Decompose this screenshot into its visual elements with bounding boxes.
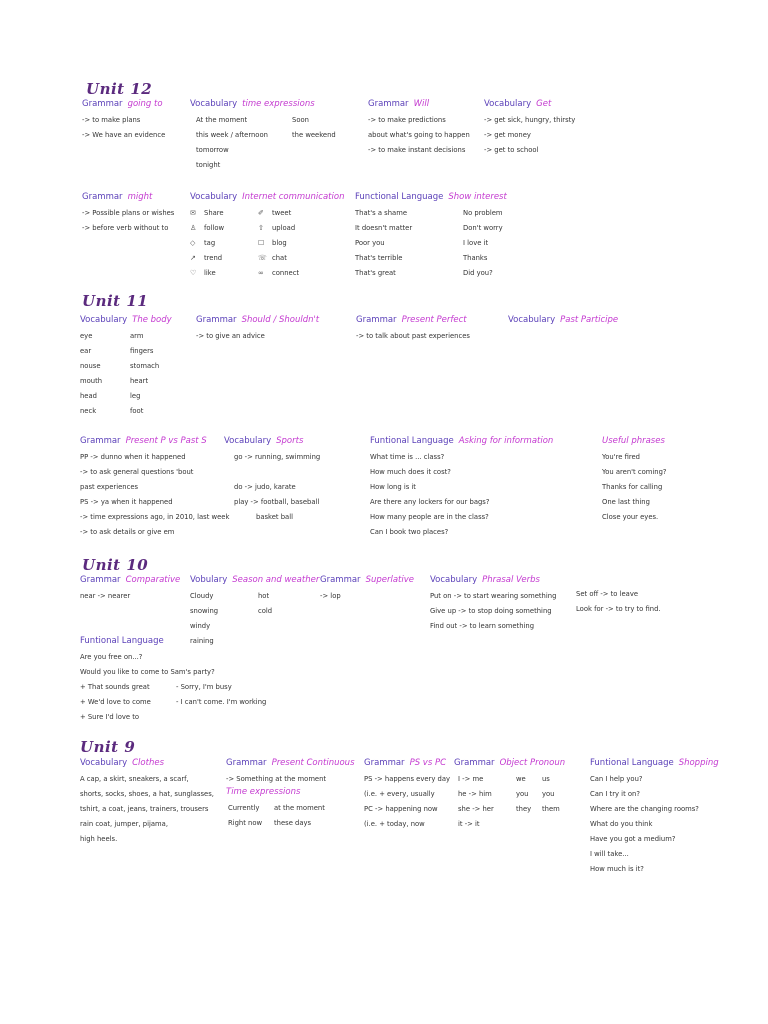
section-category: Grammar — [196, 315, 237, 325]
vocab-word: tag — [204, 239, 216, 247]
section-topic: Past Participe — [560, 315, 619, 325]
vocab-word: these days — [274, 819, 312, 827]
phrase: Don't worry — [463, 224, 503, 232]
pronoun: them — [542, 805, 560, 813]
section-topic: Should / Shouldn't — [241, 315, 320, 325]
pronoun: you — [516, 790, 529, 798]
phrase: What do you think — [590, 820, 653, 828]
note-line: -> to make instant decisions — [368, 146, 466, 154]
note-line: -> get money — [484, 131, 531, 139]
phrase: You aren't coming? — [602, 468, 667, 476]
section-topic: The body — [132, 315, 172, 325]
phrase: Would you like to come to Sam's party? — [80, 668, 215, 676]
vocab-word: raining — [190, 637, 214, 645]
phrase: You're fired — [602, 453, 640, 461]
note-line — [234, 465, 320, 480]
note-line: -> to ask details or give em — [80, 528, 175, 536]
phrase: Are you free on...? — [80, 653, 143, 661]
follow-icon: ♙ — [190, 224, 197, 232]
pronoun: she -> her — [458, 805, 494, 813]
u11-grammar-should — [196, 315, 319, 344]
vocab-word: like — [204, 269, 216, 277]
u9-grammar-ps-vs-pc — [364, 758, 450, 832]
vocab-word: tomorrow — [196, 146, 229, 154]
vocab-word: hot — [258, 592, 270, 600]
section-topic: Shopping — [678, 758, 719, 768]
note-line: play -> football, baseball — [234, 498, 320, 506]
vocab-word: cold — [258, 607, 273, 615]
section-topic: PS vs PC — [409, 758, 447, 768]
u11-vocab-body — [80, 315, 172, 419]
u10-functional-language — [80, 636, 266, 725]
note-line: -> to ask general questions 'bout — [80, 468, 194, 476]
section-category: Vocabulary — [80, 315, 128, 325]
section-category: Grammar — [364, 758, 405, 768]
section-category: Grammar — [454, 758, 495, 768]
question: How much does it cost? — [370, 468, 451, 476]
phrase: Can I try it on? — [590, 790, 640, 798]
pronoun: it -> it — [458, 820, 480, 828]
pronoun: he -> him — [458, 790, 492, 798]
phrase: Did you? — [463, 269, 493, 277]
section-category: Vocabulary — [190, 192, 238, 202]
u9-grammar-object-pronoun — [454, 758, 565, 832]
u12-grammar-will — [368, 99, 470, 158]
section-topic: Clothes — [132, 758, 164, 768]
note-line: -> to give an advice — [196, 332, 265, 340]
note-line: go -> running, swimming — [234, 453, 321, 461]
section-category: Grammar — [226, 758, 267, 768]
vocab-word: leg — [130, 392, 141, 400]
unit-11-title: Unit 11 — [82, 292, 149, 310]
phrase: It doesn't matter — [355, 224, 413, 232]
note-line: (i.e. + today, now — [364, 820, 425, 828]
vocab-word: windy — [190, 622, 211, 630]
phrase: That's a shame — [355, 209, 408, 217]
phrase: Where are the changing rooms? — [590, 805, 699, 813]
phrase: Close your eyes. — [602, 513, 659, 521]
note-line: shorts, socks, shoes, a hat, sunglasses, — [80, 790, 214, 798]
vocab-word: arm — [130, 332, 144, 340]
question: Are there any lockers for our bags? — [370, 498, 490, 506]
note-line: PP -> dunno when it happened — [80, 453, 186, 461]
phrase: That's terrible — [355, 254, 403, 262]
section-topic: Internet communication — [242, 192, 345, 202]
vocab-word: heart — [130, 377, 149, 385]
vocab-word: at the moment — [274, 804, 325, 812]
vocab-word: ear — [80, 347, 92, 355]
vocab-word: foot — [130, 407, 144, 415]
vocab-word: fingers — [130, 347, 154, 355]
u9-functional-language — [590, 758, 719, 877]
section-category: Grammar — [82, 192, 123, 202]
phrase: + Sure I'd love to — [80, 713, 140, 721]
vocab-word: Right now — [228, 819, 263, 827]
section-topic: Comparative — [125, 575, 181, 585]
vocab-word: mouth — [80, 377, 103, 385]
u12-grammar-going-to — [82, 99, 165, 143]
unit-10-title: Unit 10 — [82, 556, 149, 574]
vocab-word: eye — [80, 332, 93, 340]
vocab-word: neck — [80, 407, 97, 415]
section-topic: Will — [413, 99, 430, 109]
section-topic: Superlative — [365, 575, 414, 585]
note-line: rain coat, jumper, pijama, — [80, 820, 168, 828]
pronoun: us — [542, 775, 550, 783]
vocab-word: follow — [204, 224, 225, 232]
vocab-word: blog — [272, 239, 287, 247]
tweet-icon: ✐ — [258, 209, 264, 217]
u11-vocab-participle — [508, 315, 618, 329]
question: How long is it — [370, 483, 416, 491]
question: How many people are in the class? — [370, 513, 489, 521]
u12-vocab-time — [190, 99, 336, 173]
phrase: Have you got a medium? — [590, 835, 676, 843]
phrase: That's great — [355, 269, 396, 277]
note-line: Find out -> to learn something — [430, 622, 535, 630]
u10-vocab-phrasal-verbs — [430, 575, 556, 634]
section-category: Vocabulary — [484, 99, 532, 109]
u10-grammar-comparative — [80, 575, 180, 604]
section-topic: Season and weather — [232, 575, 320, 585]
note-line: (i.e. + every, usually — [364, 790, 435, 798]
section-category: Vocabulary — [190, 99, 238, 109]
question: Can I book two places? — [370, 528, 449, 536]
note-line: high heels. — [80, 835, 118, 843]
section-topic: Sports — [276, 436, 304, 446]
section-topic: might — [127, 192, 153, 202]
time-expressions-heading: Time expressions — [226, 787, 301, 797]
vocab-word: upload — [272, 224, 296, 232]
vocab-word: Soon — [292, 116, 309, 124]
note-line: -> We have an evidence — [82, 131, 166, 139]
vocab-word: tweet — [272, 209, 292, 217]
section-category: Functional Language — [355, 192, 444, 202]
section-topic: Present P vs Past S — [125, 436, 207, 446]
blog-icon: ☐ — [258, 239, 265, 247]
section-category: Vocabulary — [430, 575, 478, 585]
u12-grammar-might — [82, 192, 174, 236]
vocab-word: the weekend — [292, 131, 336, 139]
section-topic: Get — [536, 99, 552, 109]
vocab-word: Share — [204, 209, 224, 217]
phrase: One last thing — [602, 498, 650, 506]
u10-phrasal-verbs-extra — [576, 587, 661, 617]
section-category: Grammar — [80, 575, 121, 585]
trend-icon: ↗ — [190, 254, 196, 262]
vocab-word: head — [80, 392, 97, 400]
note-line: -> get sick, hungry, thirsty — [484, 116, 576, 124]
vocab-word: At the moment — [196, 116, 248, 124]
phrase: I will take... — [590, 850, 629, 858]
vocab-word: this week / afternoon — [196, 131, 268, 139]
phrase: Can I help you? — [590, 775, 643, 783]
tag-icon: ◇ — [190, 239, 196, 247]
section-topic: going to — [127, 99, 163, 109]
unit-9-title: Unit 9 — [80, 738, 136, 756]
note-line: A cap, a skirt, sneakers, a scarf, — [80, 775, 189, 783]
note-line: tshirt, a coat, jeans, trainers, trousers — [80, 805, 209, 813]
note-line: Give up -> to stop doing something — [430, 607, 552, 615]
u11-grammar-pp-vs-ps — [80, 436, 229, 540]
vocab-word: chat — [272, 254, 287, 262]
pronoun: you — [542, 790, 555, 798]
vocab-word: nouse — [80, 362, 101, 370]
share-icon: ✉ — [190, 209, 196, 217]
pronoun: they — [516, 805, 532, 813]
section-topic: Asking for information — [458, 436, 554, 446]
phrase: - Sorry, I'm busy — [176, 683, 232, 691]
u9-vocab-clothes — [80, 758, 214, 847]
vocab-word: trend — [204, 254, 223, 262]
section-category: Vobulary — [190, 575, 228, 585]
note-line: Set off -> to leave — [576, 590, 639, 598]
section-category: Funtional Language — [370, 436, 454, 446]
note-line: -> get to school — [484, 146, 539, 154]
note-line: about what's going to happen — [368, 131, 470, 139]
vocab-word: snowing — [190, 607, 219, 615]
u12-vocab-get — [484, 99, 575, 158]
note-line: -> to make predictions — [368, 116, 446, 124]
connect-icon: ∞ — [258, 269, 264, 277]
vocab-word: tonight — [196, 161, 221, 169]
note-line: -> before verb without to — [82, 224, 169, 232]
section-category: Grammar — [82, 99, 123, 109]
u12-vocab-internet — [190, 192, 344, 281]
note-line: near -> nearer — [80, 592, 131, 600]
phrase: I love it — [463, 239, 489, 247]
section-category: Grammar — [80, 436, 121, 446]
vocab-word: Cloudy — [190, 592, 214, 600]
u9-grammar-present-continuous — [226, 758, 355, 831]
note-line: -> to make plans — [82, 116, 141, 124]
note-line: -> Possible plans or wishes — [82, 209, 175, 217]
unit-12-title: Unit 12 — [86, 80, 153, 98]
note-line: PC -> happening now — [364, 805, 438, 813]
like-icon: ♡ — [190, 269, 197, 277]
vocab-word: stomach — [130, 362, 160, 370]
section-topic: time expressions — [242, 99, 315, 109]
u11-vocab-sports — [224, 436, 320, 525]
u11-functional-language — [370, 436, 553, 540]
section-topic: Present Perfect — [401, 315, 467, 325]
section-category: Funtional Language — [590, 758, 674, 768]
u10-grammar-superlative — [320, 575, 414, 604]
pronoun: we — [516, 775, 526, 783]
section-topic: Useful phrases — [602, 436, 665, 446]
phrase: + We'd love to come — [80, 698, 151, 706]
phrase: Thanks for calling — [602, 483, 663, 491]
u12-functional-language — [355, 192, 507, 281]
phrase: Poor you — [355, 239, 385, 247]
note-line: Put on -> to start wearing something — [430, 592, 557, 600]
note-line: basket ball — [256, 513, 293, 521]
chat-icon: ☏ — [258, 254, 267, 262]
section-category: Vocabulary — [224, 436, 272, 446]
section-category: Funtional Language — [80, 636, 164, 646]
note-line: PS -> happens every day — [364, 775, 451, 783]
note-line: -> Something at the moment — [226, 775, 327, 783]
question: What time is ... class? — [370, 453, 445, 461]
section-topic: Object Pronoun — [499, 758, 566, 768]
u11-grammar-present-perfect — [356, 315, 470, 344]
vocab-word: connect — [272, 269, 300, 277]
section-category: Grammar — [368, 99, 409, 109]
section-topic: Phrasal Verbs — [482, 575, 540, 585]
phrase: - I can't come. I'm working — [176, 698, 267, 706]
note-line: Look for -> to try to find. — [576, 605, 661, 613]
note-line: do -> judo, karate — [234, 483, 296, 491]
section-category: Grammar — [356, 315, 397, 325]
section-category: Vocabulary — [508, 315, 556, 325]
section-topic: Present Continuous — [271, 758, 355, 768]
section-topic: Show interest — [448, 192, 507, 202]
phrase: Thanks — [463, 254, 488, 262]
note-line: -> to talk about past experiences — [356, 332, 470, 340]
phrase: How much is it? — [590, 865, 644, 873]
vocab-word: Currently — [228, 804, 260, 812]
upload-icon: ⇧ — [258, 224, 264, 232]
pronoun: I -> me — [458, 775, 484, 783]
note-line: PS -> ya when it happened — [80, 498, 173, 506]
phrase: No problem — [463, 209, 503, 217]
section-category: Grammar — [320, 575, 361, 585]
note-line: past experiences — [80, 483, 139, 491]
section-category: Vocabulary — [80, 758, 128, 768]
note-line: -> lop — [320, 592, 341, 600]
phrase: + That sounds great — [80, 683, 150, 691]
note-line: -> time expressions ago, in 2010, last week — [80, 513, 230, 521]
u11-useful-phrases — [602, 436, 667, 525]
